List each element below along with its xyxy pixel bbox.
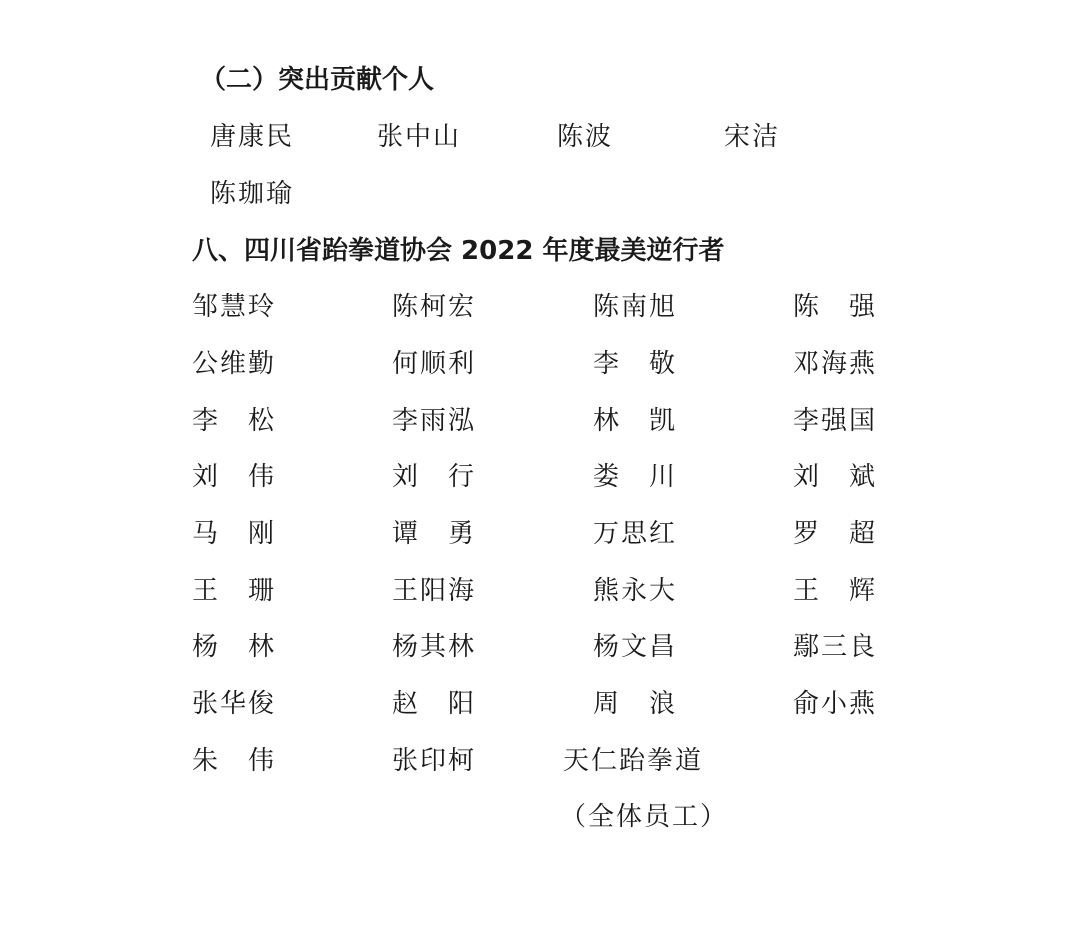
honoree-name: 熊永大 [593, 576, 678, 606]
honoree-name: 刘 斌 [793, 462, 878, 492]
honoree-name: 李雨泓 [392, 406, 477, 436]
honoree-name: 邓海燕 [793, 349, 878, 379]
honoree-name: 张华俊 [192, 689, 277, 719]
honoree-name: 万思红 [593, 519, 678, 549]
organization-note: （全体员工） [560, 802, 729, 832]
honoree-name: 刘 行 [392, 462, 477, 492]
contributor-name: 唐康民 [210, 122, 295, 152]
contributor-name: 陈珈瑜 [210, 179, 295, 209]
honoree-name: 陈南旭 [593, 292, 678, 322]
honoree-name: 杨其林 [392, 632, 477, 662]
section-title: 八、四川省跆拳道协会 2022 年度最美逆行者 [192, 236, 725, 266]
honoree-name: 王 珊 [192, 576, 277, 606]
honoree-name: 马 刚 [192, 519, 277, 549]
contributor-name: 张中山 [377, 122, 462, 152]
honoree-name: 俞小燕 [793, 689, 878, 719]
contributor-name: 陈波 [557, 122, 614, 152]
subsection-title: （二）突出贡献个人 [200, 65, 435, 95]
honoree-name: 娄 川 [593, 462, 678, 492]
honoree-name: 谭 勇 [392, 519, 477, 549]
honoree-name: 王阳海 [392, 576, 477, 606]
honoree-name: 李强国 [793, 406, 878, 436]
honoree-name: 朱 伟 [192, 746, 277, 776]
honoree-name: 公维勤 [192, 349, 277, 379]
honoree-name: 王 辉 [793, 576, 878, 606]
honoree-name: 李 松 [192, 406, 277, 436]
honoree-name: 赵 阳 [392, 689, 477, 719]
honoree-name: 杨文昌 [593, 632, 678, 662]
honoree-name: 周 浪 [593, 689, 678, 719]
honoree-name: 林 凯 [593, 406, 678, 436]
contributor-name: 宋洁 [724, 122, 781, 152]
honoree-name: 刘 伟 [192, 462, 277, 492]
honoree-name: 鄢三良 [793, 632, 878, 662]
honoree-name: 张印柯 [392, 746, 477, 776]
honoree-name: 杨 林 [192, 632, 277, 662]
honoree-name: 陈柯宏 [392, 292, 477, 322]
honoree-name: 李 敬 [593, 349, 678, 379]
honoree-name: 罗 超 [793, 519, 878, 549]
honoree-name: 邹慧玲 [192, 292, 277, 322]
honoree-name: 何顺利 [392, 349, 477, 379]
honoree-organization: 天仁跆拳道 [563, 746, 704, 776]
honoree-name: 陈 强 [793, 292, 878, 322]
